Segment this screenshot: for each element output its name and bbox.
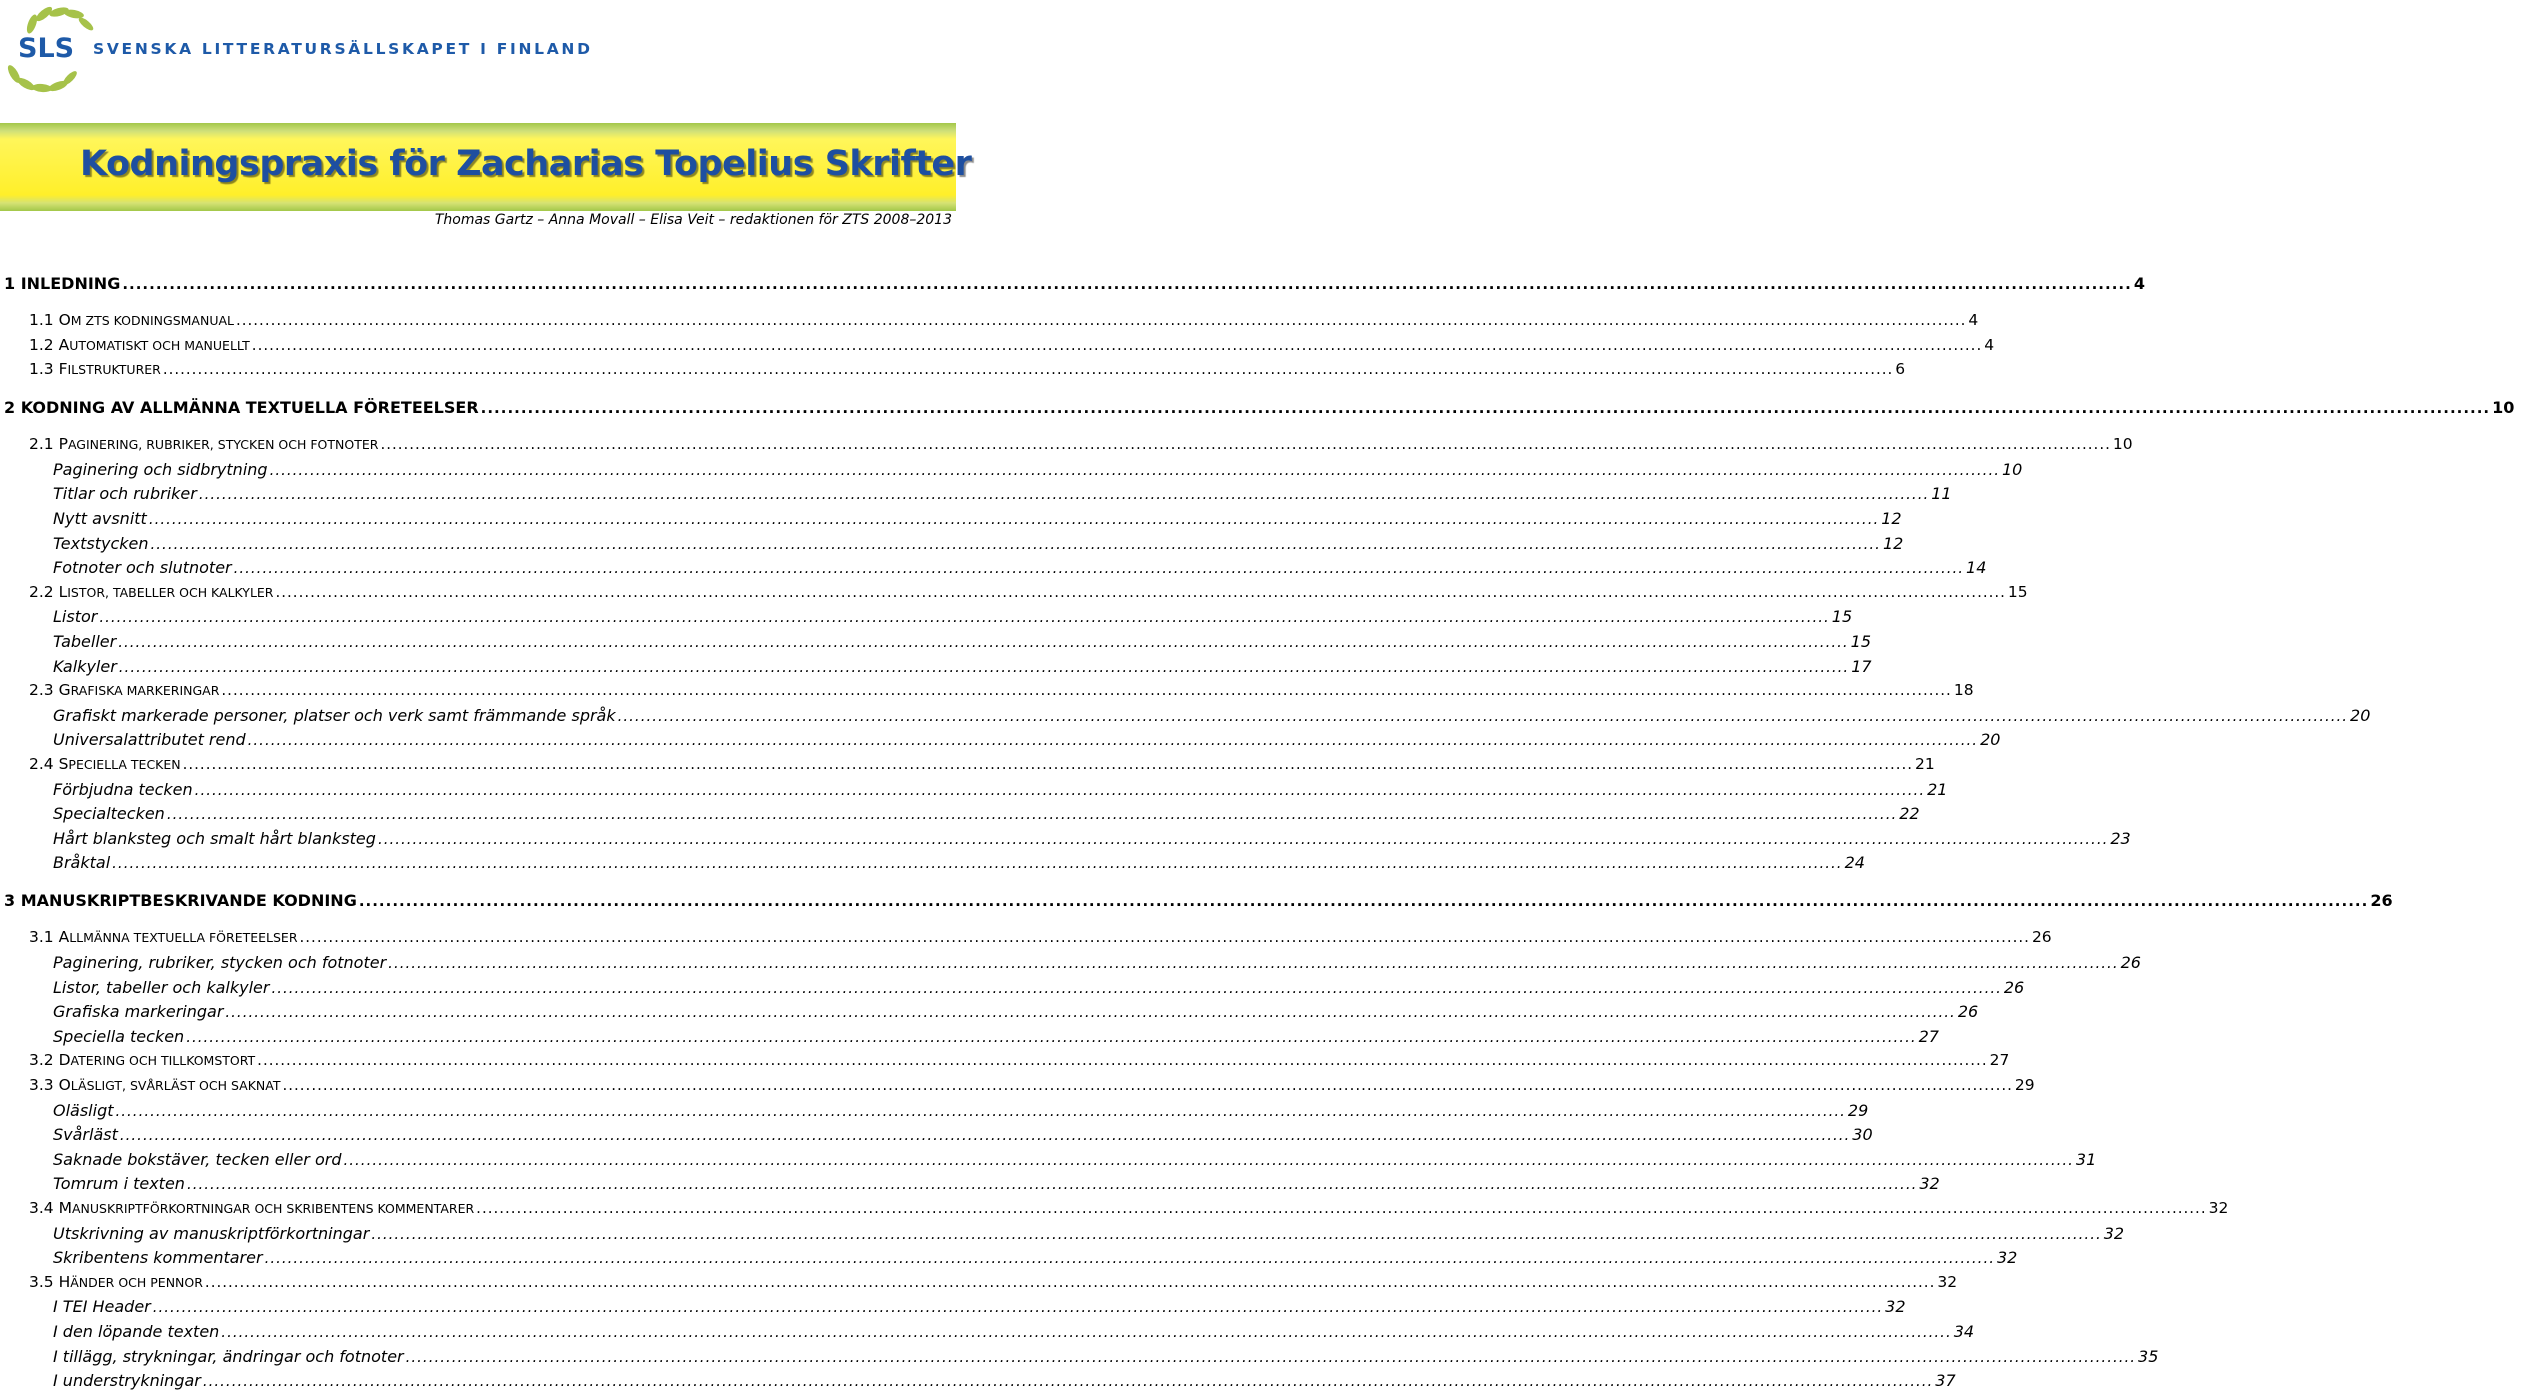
toc-dot-leader: ............................................................................................................................................................................................................................................................................................................ — [204, 1272, 1936, 1291]
toc-page-number: 26 — [2031, 928, 2052, 947]
toc-dot-leader: ............................................................................................................................................................................................................................................................................................................ — [251, 335, 1983, 354]
toc-entry[interactable] — [0, 484, 1952, 508]
toc-page-number: 15 — [2007, 582, 2028, 601]
toc-entry-title: 2.2 LISTOR, TABELLER OCH KALKYLER — [29, 582, 274, 601]
authors-line: Thomas Gartz – Anna Movall – Elisa Veit – redaktionen för ZTS 2008–2013 — [434, 212, 952, 228]
logo-text: SLS — [18, 33, 75, 64]
toc-entry[interactable] — [0, 1322, 1975, 1346]
toc-dot-leader: ............................................................................................................................................................................................................................................................................................................ — [269, 460, 2000, 479]
toc-entry[interactable] — [0, 311, 1979, 335]
toc-entry-title: Titlar och rubriker — [53, 484, 197, 504]
toc-page-number: 4 — [2133, 274, 2145, 293]
toc-entry[interactable] — [0, 582, 2028, 607]
toc-page-number: 32 — [1937, 1272, 1958, 1291]
toc-page-number: 27 — [1989, 1051, 2010, 1070]
toc-page-number: 21 — [1927, 779, 1948, 799]
toc-dot-leader: ............................................................................................................................................................................................................................................................................................................ — [186, 1027, 1917, 1046]
toc-entry-title: 3.1 ALLMÄNNA TEXTUELLA FÖRETEELSER — [29, 928, 298, 947]
toc-dot-leader: ............................................................................................................................................................................................................................................................................................................ — [405, 1347, 2137, 1366]
toc-page-number: 22 — [1899, 804, 1920, 824]
toc-page-number: 26 — [2003, 977, 2025, 997]
toc-page-number: 24 — [1844, 853, 1865, 873]
toc-entry[interactable] — [0, 977, 2025, 1002]
toc-entry-title: Förbjudna tecken — [53, 779, 193, 799]
toc-page-number: 34 — [1953, 1322, 1975, 1341]
toc-page-number: 20 — [2350, 705, 2371, 725]
toc-page-number: 26 — [2370, 891, 2393, 911]
toc-entry-title: Tomrum i texten — [53, 1174, 185, 1194]
toc-entry-title: 3.2 DATERING OCH TILLKOMSTORT — [29, 1051, 256, 1070]
toc-entry[interactable] — [0, 730, 2001, 754]
toc-entry-title: Paginering, rubriker, stycken och fotnoter — [53, 953, 387, 972]
toc-page-number: 32 — [2103, 1223, 2125, 1243]
toc-entry[interactable] — [0, 1297, 1906, 1321]
toc-dot-leader: ............................................................................................................................................................................................................................................................................................................ — [358, 892, 2369, 911]
toc-dot-leader: ............................................................................................................................................................................................................................................................................................................ — [225, 1003, 1956, 1022]
toc-entry[interactable] — [0, 1371, 1956, 1395]
toc-dot-leader: ............................................................................................................................................................................................................................................................................................................ — [122, 275, 2132, 293]
toc-dot-leader: ............................................................................................................................................................................................................................................................................................................ — [235, 311, 1967, 329]
toc-entry-title: 1 INLEDNING — [4, 274, 121, 293]
toc-entry[interactable] — [0, 1002, 1979, 1026]
toc-entry-title: Textstycken — [53, 533, 149, 553]
toc-page-number: 32 — [2208, 1199, 2229, 1217]
toc-entry[interactable] — [0, 755, 1935, 779]
toc-page-number: 15 — [1831, 607, 1853, 627]
toc-entry[interactable] — [0, 705, 2371, 730]
toc-entry-title: Oläsligt — [53, 1100, 114, 1120]
toc-dot-leader: ............................................................................................................................................................................................................................................................................................................ — [198, 485, 1930, 504]
toc-page-number: 37 — [1935, 1371, 1956, 1391]
toc-dot-leader: ............................................................................................................................................................................................................................................................................................................ — [247, 731, 1979, 750]
toc-entry-title: 2.3 GRAFISKA MARKERINGAR — [29, 681, 220, 700]
toc-dot-leader: ............................................................................................................................................................................................................................................................................................................ — [233, 559, 1965, 578]
toc-dot-leader: ............................................................................................................................................................................................................................................................................................................ — [112, 854, 1843, 873]
toc-page-number: 31 — [2075, 1149, 2097, 1169]
toc-dot-leader: ............................................................................................................................................................................................................................................................................................................ — [119, 1126, 1851, 1145]
toc-entry-title: Kalkyler — [53, 656, 117, 676]
toc-entry[interactable] — [0, 435, 2133, 459]
toc-entry[interactable] — [0, 1272, 1958, 1297]
toc-dot-leader: ............................................................................................................................................................................................................................................................................................................ — [118, 657, 1850, 676]
toc-dot-leader: ............................................................................................................................................................................................................................................................................................................ — [152, 1298, 1884, 1317]
toc-entry[interactable] — [0, 779, 1948, 804]
toc-dot-leader: ............................................................................................................................................................................................................................................................................................................ — [221, 681, 1952, 700]
document-header — [0, 0, 960, 110]
toc-page-number: 21 — [1915, 755, 1935, 773]
toc-page-number: 26 — [2120, 953, 2141, 972]
toc-page-number: 35 — [2138, 1346, 2159, 1366]
toc-dot-leader: ............................................................................................................................................................................................................................................................................................................ — [148, 510, 1880, 528]
toc-page-number: 18 — [1953, 681, 1974, 700]
toc-dot-leader: ............................................................................................................................................................................................................................................................................................................ — [118, 633, 1849, 651]
toc-entry[interactable] — [0, 1051, 2010, 1075]
toc-dot-leader: ............................................................................................................................................................................................................................................................................................................ — [371, 1224, 2102, 1243]
toc-entry-title: I understrykningar — [53, 1371, 201, 1391]
toc-page-number: 11 — [1931, 484, 1952, 504]
toc-page-number: 12 — [1881, 509, 1902, 528]
toc-page-number: 30 — [1852, 1125, 1873, 1145]
toc-page-number: 10 — [2001, 459, 2023, 479]
toc-entry-title: Bråktal — [53, 853, 111, 873]
toc-entry-title: Listor, tabeller och kalkyler — [53, 977, 270, 997]
toc-entry[interactable] — [0, 335, 1995, 360]
toc-entry[interactable] — [0, 1199, 2229, 1223]
toc-entry-title: Tabeller — [53, 632, 117, 651]
toc-entry[interactable] — [0, 509, 1902, 533]
toc-entry-title: Nytt avsnitt — [53, 509, 147, 528]
toc-entry-title: 2.1 PAGINERING, RUBRIKER, STYCKEN OCH FOTNOTER — [29, 435, 379, 454]
toc-entry[interactable] — [0, 1125, 1873, 1149]
toc-entry[interactable] — [0, 1100, 1869, 1125]
toc-entry[interactable] — [0, 681, 1974, 705]
toc-page-number: 4 — [1984, 335, 1995, 354]
toc-page-number: 32 — [1919, 1174, 1940, 1194]
toc-page-number: 12 — [1882, 533, 1904, 553]
toc-entry[interactable] — [0, 274, 2145, 298]
toc-page-number: 26 — [1957, 1002, 1979, 1022]
toc-entry[interactable] — [0, 853, 1865, 877]
document-title: Kodningspraxis för Zacharias Topelius Skrifter — [80, 144, 972, 184]
toc-entry-title: 1.2 AUTOMATISKT OCH MANUELLT — [29, 335, 250, 354]
toc-dot-leader: ............................................................................................................................................................................................................................................................................................................ — [617, 706, 2349, 725]
toc-dot-leader: ............................................................................................................................................................................................................................................................................................................ — [377, 829, 2109, 848]
toc-entry-title: Saknade bokstäver, tecken eller ord — [53, 1149, 342, 1169]
toc-entry[interactable] — [0, 656, 1872, 681]
toc-page-number: 6 — [1895, 360, 1906, 379]
toc-entry[interactable] — [0, 459, 2023, 484]
toc-entry[interactable] — [0, 360, 1906, 384]
toc-page-number: 10 — [2492, 398, 2515, 418]
toc-entry-title: 1.1 OM ZTS KODNINGSMANUAL — [29, 311, 234, 329]
toc-entry-title: Skribentens kommentarer — [53, 1248, 263, 1268]
toc-page-number: 17 — [1851, 656, 1872, 676]
toc-entry[interactable] — [0, 1026, 1939, 1051]
toc-entry-title: I TEI Header — [53, 1297, 151, 1317]
toc-page-number: 32 — [1996, 1248, 2018, 1268]
toc-dot-leader: ............................................................................................................................................................................................................................................................................................................ — [282, 1076, 2013, 1094]
toc-entry-title: Utskrivning av manuskriptförkortningar — [53, 1223, 370, 1243]
toc-entry-title: Grafiska markeringar — [53, 1002, 224, 1022]
toc-entry-title: Specialtecken — [53, 804, 165, 824]
toc-page-number: 10 — [2112, 435, 2133, 454]
toc-dot-leader: ............................................................................................................................................................................................................................................................................................................ — [264, 1249, 1995, 1268]
toc-entry-title: 3.5 HÄNDER OCH PENNOR — [29, 1272, 203, 1291]
toc-entry-title: I den löpande texten — [53, 1322, 220, 1341]
toc-dot-leader: ............................................................................................................................................................................................................................................................................................................ — [150, 534, 1881, 553]
toc-dot-leader: ............................................................................................................................................................................................................................................................................................................ — [343, 1150, 2074, 1169]
toc-dot-leader: ............................................................................................................................................................................................................................................................................................................ — [299, 928, 2030, 947]
toc-dot-leader: ............................................................................................................................................................................................................................................................................................................ — [476, 1199, 2207, 1217]
toc-page-number: 23 — [2110, 828, 2131, 848]
toc-entry[interactable] — [0, 828, 2131, 853]
toc-dot-leader: ............................................................................................................................................................................................................................................................................................................ — [115, 1101, 1846, 1120]
toc-entry-title: 1.3 FILSTRUKTURER — [29, 360, 161, 379]
toc-dot-leader: ............................................................................................................................................................................................................................................................................................................ — [257, 1051, 1988, 1070]
toc-entry[interactable] — [0, 1248, 2018, 1272]
toc-entry-title: Grafiskt markerade personer, platser och verk samt främmande språk — [53, 705, 616, 725]
toc-entry-title: I tillägg, strykningar, ändringar och fotnoter — [53, 1346, 404, 1366]
toc-entry-title: Listor — [53, 607, 98, 627]
toc-dot-leader: ............................................................................................................................................................................................................................................................................................................ — [162, 360, 1894, 379]
toc-page-number: 15 — [1850, 632, 1871, 651]
toc-page-number: 14 — [1966, 558, 1987, 578]
toc-entry[interactable] — [0, 953, 2141, 977]
toc-entry-title: 3.3 OLÄSLIGT, SVÅRLÄST OCH SAKNAT — [29, 1076, 281, 1094]
toc-entry[interactable] — [0, 632, 1871, 656]
toc-entry-title: 2 KODNING AV ALLMÄNNA TEXTUELLA FÖRETEELSER — [4, 398, 479, 418]
toc-entry-title: Svårläst — [53, 1125, 118, 1145]
toc-page-number: 27 — [1918, 1026, 1939, 1046]
toc-page-number: 32 — [1885, 1297, 1906, 1317]
toc-entry[interactable] — [0, 1223, 2125, 1248]
toc-entry[interactable] — [0, 1149, 2097, 1174]
toc-dot-leader: ............................................................................................................................................................................................................................................................................................................ — [182, 755, 1914, 773]
toc-entry-title: 2.4 SPECIELLA TECKEN — [29, 755, 181, 773]
toc-entry[interactable] — [0, 533, 1904, 558]
organization-name: SVENSKA LITTERATURSÄLLSKAPET I FINLAND — [93, 40, 593, 58]
toc-entry[interactable] — [0, 1174, 1940, 1198]
toc-dot-leader: ............................................................................................................................................................................................................................................................................................................ — [388, 954, 2119, 972]
toc-dot-leader: ............................................................................................................................................................................................................................................................................................................ — [221, 1323, 1952, 1341]
toc-entry[interactable] — [0, 1076, 2035, 1100]
toc-page-number: 20 — [1980, 730, 2001, 750]
toc-page-number: 29 — [1847, 1100, 1869, 1120]
toc-entry[interactable] — [0, 1346, 2159, 1371]
toc-entry[interactable] — [0, 804, 1920, 828]
toc-entry-title: Hårt blanksteg och smalt hårt blanksteg — [53, 828, 376, 848]
toc-dot-leader: ............................................................................................................................................................................................................................................................................................................ — [99, 608, 1830, 627]
toc-entry[interactable] — [0, 891, 2393, 915]
toc-entry-title: Paginering och sidbrytning — [53, 459, 268, 479]
toc-dot-leader: ............................................................................................................................................................................................................................................................................................................ — [275, 582, 2006, 601]
toc-entry[interactable] — [0, 398, 2515, 422]
toc-entry[interactable] — [0, 928, 2052, 952]
toc-dot-leader: ............................................................................................................................................................................................................................................................................................................ — [380, 435, 2111, 454]
toc-entry-title: 3 MANUSKRIPTBESKRIVANDE KODNING — [4, 891, 357, 911]
toc-page-number: 29 — [2014, 1076, 2035, 1094]
toc-entry-title: 3.4 MANUSKRIPTFÖRKORTNINGAR OCH SKRIBENTENS KOMMENTARER — [29, 1199, 475, 1217]
toc-dot-leader: ............................................................................................................................................................................................................................................................................................................ — [480, 399, 2491, 418]
toc-entry[interactable] — [0, 558, 1987, 582]
toc-dot-leader: ............................................................................................................................................................................................................................................................................................................ — [166, 805, 1898, 824]
toc-page-number: 4 — [1968, 311, 1979, 329]
toc-entry-title: Speciella tecken — [53, 1026, 185, 1046]
toc-dot-leader: ............................................................................................................................................................................................................................................................................................................ — [186, 1175, 1918, 1194]
toc-dot-leader: ............................................................................................................................................................................................................................................................................................................ — [271, 978, 2002, 997]
toc-dot-leader: ............................................................................................................................................................................................................................................................................................................ — [202, 1372, 1934, 1391]
toc-entry-title: Fotnoter och slutnoter — [53, 558, 232, 578]
toc-dot-leader: ............................................................................................................................................................................................................................................................................................................ — [194, 780, 1926, 799]
toc-entry[interactable] — [0, 607, 1853, 631]
toc-entry-title: Universalattributet rend — [53, 730, 246, 750]
